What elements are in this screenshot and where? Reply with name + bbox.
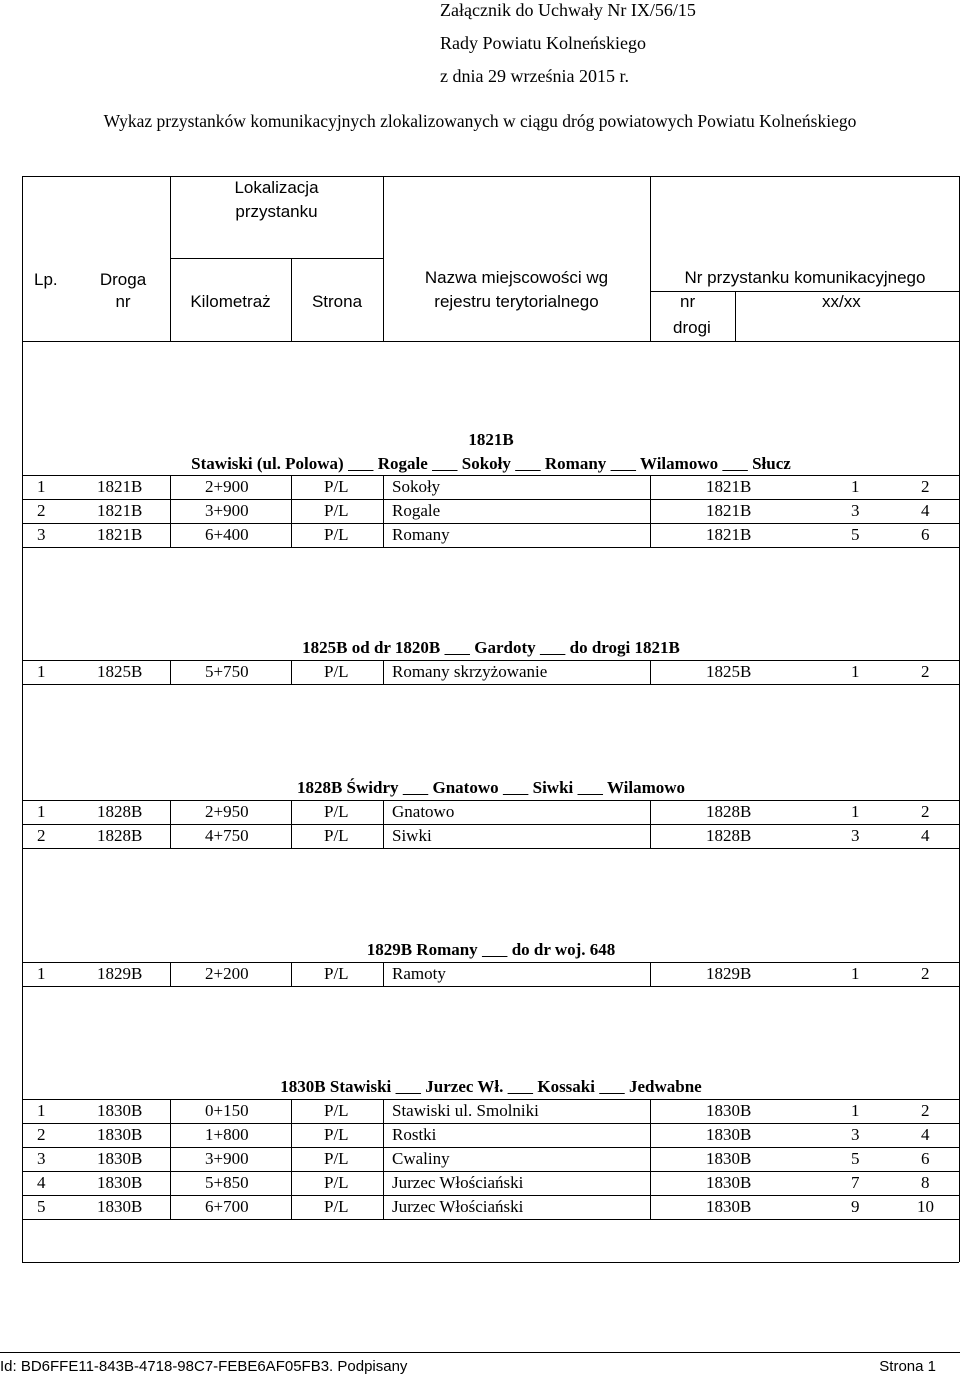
nazwa-header-2: rejestru terytorialnego bbox=[434, 292, 599, 311]
row-kilometraz: 2+950 bbox=[205, 802, 249, 821]
rule bbox=[383, 1123, 384, 1147]
footer-rule bbox=[0, 1352, 960, 1353]
route-separator bbox=[348, 454, 374, 473]
row-kilometraz: 4+750 bbox=[205, 826, 249, 845]
row-strona: P/L bbox=[324, 964, 349, 983]
rule bbox=[22, 1195, 959, 1196]
row-nr-b: 4 bbox=[921, 501, 930, 520]
row-strona: P/L bbox=[324, 1125, 349, 1144]
route-separator bbox=[403, 778, 429, 797]
row-nr-b: 2 bbox=[921, 1101, 930, 1120]
row-nr-drogi: 1830B bbox=[706, 1125, 752, 1144]
row-nr-b: 2 bbox=[921, 964, 930, 983]
nr-drogi-header: nr bbox=[680, 292, 696, 311]
rule bbox=[383, 1171, 384, 1195]
row-droga: 1828B bbox=[97, 802, 143, 821]
rule bbox=[22, 800, 23, 824]
rule bbox=[650, 499, 651, 523]
route-separator bbox=[482, 940, 508, 959]
rule bbox=[170, 1099, 171, 1123]
rule bbox=[170, 523, 171, 547]
route-part: do drogi 1821B bbox=[569, 638, 680, 657]
footer-page: Strona 1 bbox=[879, 1358, 936, 1375]
route-separator bbox=[432, 454, 458, 473]
rule bbox=[383, 1147, 384, 1171]
row-nazwa: Cwaliny bbox=[392, 1149, 450, 1168]
row-lp: 1 bbox=[37, 1101, 46, 1120]
rule bbox=[291, 1195, 292, 1219]
rule bbox=[291, 800, 292, 824]
row-kilometraz: 6+700 bbox=[205, 1197, 249, 1216]
row-nr-drogi: 1830B bbox=[706, 1149, 752, 1168]
row-nr-b: 4 bbox=[921, 826, 930, 845]
rule bbox=[22, 547, 959, 548]
row-lp: 4 bbox=[37, 1173, 46, 1192]
row-nazwa: Sokoły bbox=[392, 477, 441, 496]
row-nr-b: 10 bbox=[917, 1197, 934, 1216]
rule bbox=[383, 1195, 384, 1219]
row-lp: 2 bbox=[37, 826, 46, 845]
route-part: Jedwabne bbox=[628, 1077, 702, 1096]
row-lp: 3 bbox=[37, 525, 46, 544]
rule bbox=[291, 962, 292, 986]
rule bbox=[291, 1147, 292, 1171]
row-kilometraz: 2+900 bbox=[205, 477, 249, 496]
row-nr-a: 7 bbox=[851, 1173, 860, 1192]
route-separator bbox=[722, 454, 748, 473]
section-route-start: 1830B Stawiski bbox=[280, 1077, 392, 1096]
row-nr-a: 5 bbox=[851, 525, 860, 544]
rule bbox=[383, 499, 384, 523]
rule bbox=[650, 1099, 651, 1123]
rule bbox=[170, 475, 171, 499]
row-nr-b: 4 bbox=[921, 1125, 930, 1144]
row-nazwa: Jurzec Włościański bbox=[392, 1173, 524, 1192]
rule bbox=[383, 660, 384, 684]
row-lp: 2 bbox=[37, 1125, 46, 1144]
rule bbox=[22, 684, 959, 685]
lp-header: Lp. bbox=[34, 270, 58, 289]
row-droga: 1830B bbox=[97, 1125, 143, 1144]
route-part: Kossaki bbox=[537, 1077, 595, 1096]
droga-nr-header: nr bbox=[115, 292, 131, 311]
rule bbox=[22, 1171, 23, 1195]
rule bbox=[291, 660, 292, 684]
rule bbox=[650, 1147, 651, 1171]
row-nr-a: 3 bbox=[851, 501, 860, 520]
route-separator bbox=[503, 778, 529, 797]
rule bbox=[383, 824, 384, 848]
rule bbox=[22, 1171, 959, 1172]
rule bbox=[291, 1171, 292, 1195]
row-lp: 1 bbox=[37, 662, 46, 681]
rule bbox=[650, 475, 651, 499]
rule bbox=[650, 1195, 651, 1219]
row-nazwa: Stawiski ul. Smolniki bbox=[392, 1101, 539, 1120]
row-nr-drogi: 1821B bbox=[706, 525, 752, 544]
route-separator bbox=[444, 638, 470, 657]
section-title bbox=[22, 1077, 960, 1097]
droga-header: Droga bbox=[99, 270, 147, 289]
rule bbox=[383, 523, 384, 547]
row-droga: 1825B bbox=[97, 662, 143, 681]
row-kilometraz: 5+750 bbox=[205, 662, 249, 681]
route-part: Stawiski (ul. Polowa) bbox=[191, 454, 344, 473]
row-nr-b: 8 bbox=[921, 1173, 930, 1192]
rule bbox=[22, 475, 959, 476]
row-lp: 2 bbox=[37, 501, 46, 520]
row-nr-drogi: 1821B bbox=[706, 477, 752, 496]
nr-przystanku-header: Nr przystanku komunikacyjnego bbox=[684, 268, 926, 287]
row-strona: P/L bbox=[324, 525, 349, 544]
row-kilometraz: 2+200 bbox=[205, 964, 249, 983]
rule bbox=[291, 499, 292, 523]
rule bbox=[22, 1262, 959, 1263]
lokalizacja-header-2: przystanku bbox=[235, 202, 318, 221]
row-kilometraz: 5+850 bbox=[205, 1173, 249, 1192]
route-separator bbox=[540, 638, 566, 657]
row-strona: P/L bbox=[324, 1173, 349, 1192]
rule bbox=[22, 523, 23, 547]
row-strona: P/L bbox=[324, 1101, 349, 1120]
rule bbox=[22, 1195, 23, 1219]
rule bbox=[22, 1123, 959, 1124]
rule bbox=[22, 1147, 959, 1148]
section-title bbox=[22, 778, 960, 798]
rule bbox=[170, 1123, 171, 1147]
row-kilometraz: 1+800 bbox=[205, 1125, 249, 1144]
row-nazwa: Siwki bbox=[392, 826, 432, 845]
nr-drogi-header-2: drogi bbox=[673, 318, 711, 337]
strona-header: Strona bbox=[311, 292, 363, 311]
section-route-start: 1829B Romany bbox=[366, 940, 478, 959]
rule bbox=[170, 1171, 171, 1195]
row-strona: P/L bbox=[324, 662, 349, 681]
row-nr-b: 6 bbox=[921, 525, 930, 544]
rule bbox=[170, 499, 171, 523]
row-nr-drogi: 1821B bbox=[706, 501, 752, 520]
row-nazwa: Ramoty bbox=[392, 964, 446, 983]
route-part: Jurzec Wł. bbox=[425, 1077, 504, 1096]
row-droga: 1821B bbox=[97, 501, 143, 520]
route-part: Gardoty bbox=[474, 638, 536, 657]
section-title bbox=[22, 454, 960, 474]
row-kilometraz: 0+150 bbox=[205, 1101, 249, 1120]
rule bbox=[291, 824, 292, 848]
row-droga: 1830B bbox=[97, 1173, 143, 1192]
row-lp: 1 bbox=[37, 802, 46, 821]
section-route-start: 1828B Świdry bbox=[296, 778, 399, 797]
row-nr-a: 9 bbox=[851, 1197, 860, 1216]
route-separator bbox=[508, 1077, 534, 1096]
rule bbox=[22, 499, 959, 500]
document-title: Wykaz przystanków komunikacyjnych zlokalizowanych w ciągu dróg powiatowych Powiatu Kolneńskiego bbox=[103, 111, 857, 131]
row-strona: P/L bbox=[324, 802, 349, 821]
row-nr-b: 2 bbox=[921, 477, 930, 496]
rule bbox=[383, 1099, 384, 1123]
council-line: Rady Powiatu Kolneńskiego bbox=[440, 33, 646, 53]
row-droga: 1830B bbox=[97, 1149, 143, 1168]
row-strona: P/L bbox=[324, 1197, 349, 1216]
footer-id: Id: BD6FFE11-843B-4718-98C7-FEBE6AF05FB3. Podpisany bbox=[0, 1358, 408, 1375]
row-nr-drogi: 1828B bbox=[706, 826, 752, 845]
row-droga: 1828B bbox=[97, 826, 143, 845]
row-strona: P/L bbox=[324, 477, 349, 496]
row-nr-a: 1 bbox=[851, 802, 860, 821]
rule bbox=[383, 962, 384, 986]
route-separator bbox=[396, 1077, 422, 1096]
rule bbox=[22, 499, 23, 523]
rule bbox=[22, 523, 959, 524]
row-nr-a: 1 bbox=[851, 477, 860, 496]
row-droga: 1821B bbox=[97, 477, 143, 496]
route-separator bbox=[599, 1077, 625, 1096]
rule bbox=[22, 1099, 959, 1100]
row-lp: 1 bbox=[37, 964, 46, 983]
row-nr-a: 1 bbox=[851, 964, 860, 983]
rule bbox=[22, 800, 959, 801]
rule bbox=[170, 1195, 171, 1219]
row-nr-a: 5 bbox=[851, 1149, 860, 1168]
rule bbox=[170, 962, 171, 986]
rule bbox=[22, 660, 959, 661]
row-nr-drogi: 1830B bbox=[706, 1101, 752, 1120]
rule bbox=[383, 800, 384, 824]
rule bbox=[291, 1123, 292, 1147]
rule bbox=[170, 660, 171, 684]
route-separator bbox=[578, 778, 604, 797]
row-nazwa: Rostki bbox=[392, 1125, 437, 1144]
row-nr-drogi: 1828B bbox=[706, 802, 752, 821]
row-nr-b: 2 bbox=[921, 802, 930, 821]
row-nr-drogi: 1825B bbox=[706, 662, 752, 681]
route-part: Słucz bbox=[752, 454, 791, 473]
rule bbox=[170, 800, 171, 824]
row-droga: 1829B bbox=[97, 964, 143, 983]
rule bbox=[383, 475, 384, 499]
rule bbox=[291, 523, 292, 547]
row-nr-a: 3 bbox=[851, 1125, 860, 1144]
row-strona: P/L bbox=[324, 826, 349, 845]
rule bbox=[22, 1219, 959, 1220]
rule bbox=[22, 660, 23, 684]
route-part: do dr woj. 648 bbox=[511, 940, 616, 959]
section-code: 1821B bbox=[468, 430, 514, 449]
row-nazwa: Romany bbox=[392, 525, 450, 544]
route-part: Gnatowo bbox=[432, 778, 499, 797]
rule bbox=[22, 1147, 23, 1171]
kilometraz-header: Kilometraż bbox=[190, 292, 271, 311]
rule bbox=[650, 962, 651, 986]
rule bbox=[170, 1147, 171, 1171]
rule bbox=[22, 962, 959, 963]
rule bbox=[650, 660, 651, 684]
rule bbox=[650, 824, 651, 848]
row-droga: 1830B bbox=[97, 1101, 143, 1120]
rule bbox=[170, 824, 171, 848]
row-strona: P/L bbox=[324, 1149, 349, 1168]
rule bbox=[650, 523, 651, 547]
xx-header: xx/xx bbox=[822, 292, 861, 311]
rule bbox=[650, 1123, 651, 1147]
row-nr-a: 1 bbox=[851, 1101, 860, 1120]
rule bbox=[650, 1171, 651, 1195]
rule bbox=[22, 962, 23, 986]
rule bbox=[22, 824, 959, 825]
row-lp: 1 bbox=[37, 477, 46, 496]
section-title bbox=[22, 638, 960, 658]
rule bbox=[22, 986, 959, 987]
rule bbox=[291, 1099, 292, 1123]
row-kilometraz: 3+900 bbox=[205, 1149, 249, 1168]
rule bbox=[650, 800, 651, 824]
row-kilometraz: 3+900 bbox=[205, 501, 249, 520]
route-part: Rogale bbox=[377, 454, 428, 473]
row-nazwa: Rogale bbox=[392, 501, 441, 520]
row-droga: 1830B bbox=[97, 1197, 143, 1216]
row-nazwa: Gnatowo bbox=[392, 802, 455, 821]
rule bbox=[22, 824, 23, 848]
route-separator bbox=[611, 454, 637, 473]
nazwa-header: Nazwa miejscowości wg bbox=[424, 268, 609, 287]
route-part: Wilamowo bbox=[606, 778, 686, 797]
section-route-start: 1825B od dr 1820B bbox=[302, 638, 441, 657]
route-part: Siwki bbox=[532, 778, 574, 797]
row-droga: 1821B bbox=[97, 525, 143, 544]
row-nr-drogi: 1829B bbox=[706, 964, 752, 983]
rule bbox=[291, 475, 292, 499]
rule bbox=[22, 1099, 23, 1123]
route-part: Sokoły bbox=[461, 454, 511, 473]
row-lp: 3 bbox=[37, 1149, 46, 1168]
row-nr-b: 2 bbox=[921, 662, 930, 681]
route-part: Wilamowo bbox=[640, 454, 719, 473]
row-nr-b: 6 bbox=[921, 1149, 930, 1168]
row-nazwa: Romany skrzyżowanie bbox=[392, 662, 548, 681]
route-part: Romany bbox=[544, 454, 607, 473]
row-nr-drogi: 1830B bbox=[706, 1173, 752, 1192]
route-separator bbox=[515, 454, 541, 473]
row-strona: P/L bbox=[324, 501, 349, 520]
row-nr-drogi: 1830B bbox=[706, 1197, 752, 1216]
rule bbox=[22, 1123, 23, 1147]
row-lp: 5 bbox=[37, 1197, 46, 1216]
lokalizacja-header: Lokalizacja bbox=[234, 178, 319, 197]
row-nazwa: Jurzec Włościański bbox=[392, 1197, 524, 1216]
rule bbox=[22, 475, 23, 499]
row-kilometraz: 6+400 bbox=[205, 525, 249, 544]
row-nr-a: 1 bbox=[851, 662, 860, 681]
attachment-line: Załącznik do Uchwały Nr IX/56/15 bbox=[440, 0, 696, 20]
section-title bbox=[22, 940, 960, 960]
date-line: z dnia 29 września 2015 r. bbox=[440, 66, 629, 86]
row-nr-a: 3 bbox=[851, 826, 860, 845]
rule bbox=[22, 848, 959, 849]
